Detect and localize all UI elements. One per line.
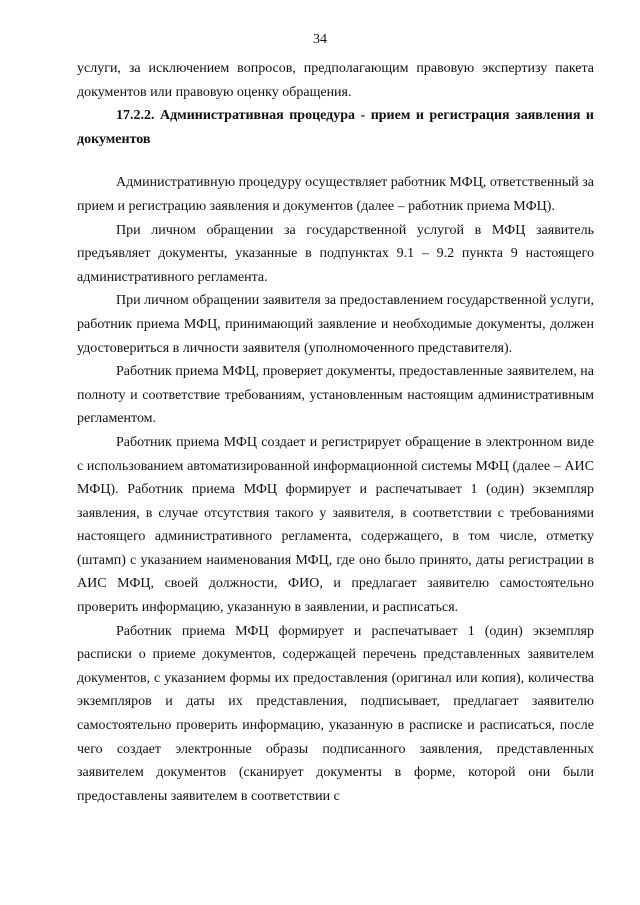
paragraph: Работник приема МФЦ, проверяет документы, предоставленные заявителем, на полноту и соответствие требованиям, установленным настоящим административным регламентом. <box>77 364 594 427</box>
paragraph: Работник приема МФЦ создает и регистрирует обращение в электронном виде с использованием автоматизированной информационной системы МФЦ (далее – АИС МФЦ). Работник приема МФЦ формирует и распечатывает 1 (один) экземпляр заявления, в случае отсутствия такого у заявителя, в соответствии с требованиями настоящего административного регламента, содержащего, в том числе, отметку (штамп) с указанием наименования МФЦ, где оно было принято, даты регистрации в АИС МФЦ, своей должности, ФИО, и предлагает заявителю самостоятельно проверить информацию, указанную в заявлении, и расписаться. <box>77 434 594 616</box>
section-heading: 17.2.2. Административная процедура - прием и регистрация заявления и документов <box>77 108 594 147</box>
paragraph: При личном обращении за государственной услугой в МФЦ заявитель предъявляет документы, указанные в подпунктах 9.1 – 9.2 пункта 9 настоящего административного регламента. <box>77 222 594 285</box>
page-number: 34 <box>313 32 327 47</box>
paragraph: Работник приема МФЦ формирует и распечатывает 1 (один) экземпляр расписки о приеме документов, содержащей перечень представленных заявителем документов, с указанием формы их предоставления (оригинал или копия), количества экземпляров и даты их представления, подписывает, предлагает заявителю самостоятельно проверить информацию, указанную в расписке и расписаться, после чего создает электронные образы подписанного заявления, представленных заявителем документов (сканирует документы в форме, которой они были предоставлены заявителем в соответствии с <box>77 623 594 804</box>
document-body <box>77 57 594 808</box>
paragraph: При личном обращении заявителя за предоставлением государственной услуги, работник приема МФЦ, принимающий заявление и необходимые документы, должен удостовериться в личности заявителя (уполномоченного представителя). <box>77 293 594 356</box>
paragraph: Административную процедуру осуществляет работник МФЦ, ответственный за прием и регистрацию заявления и документов (далее – работник приема МФЦ). <box>77 175 594 214</box>
paragraph-continuation: услуги, за исключением вопросов, предполагающим правовую экспертизу пакета документов или правовую оценку обращения. <box>77 61 594 100</box>
